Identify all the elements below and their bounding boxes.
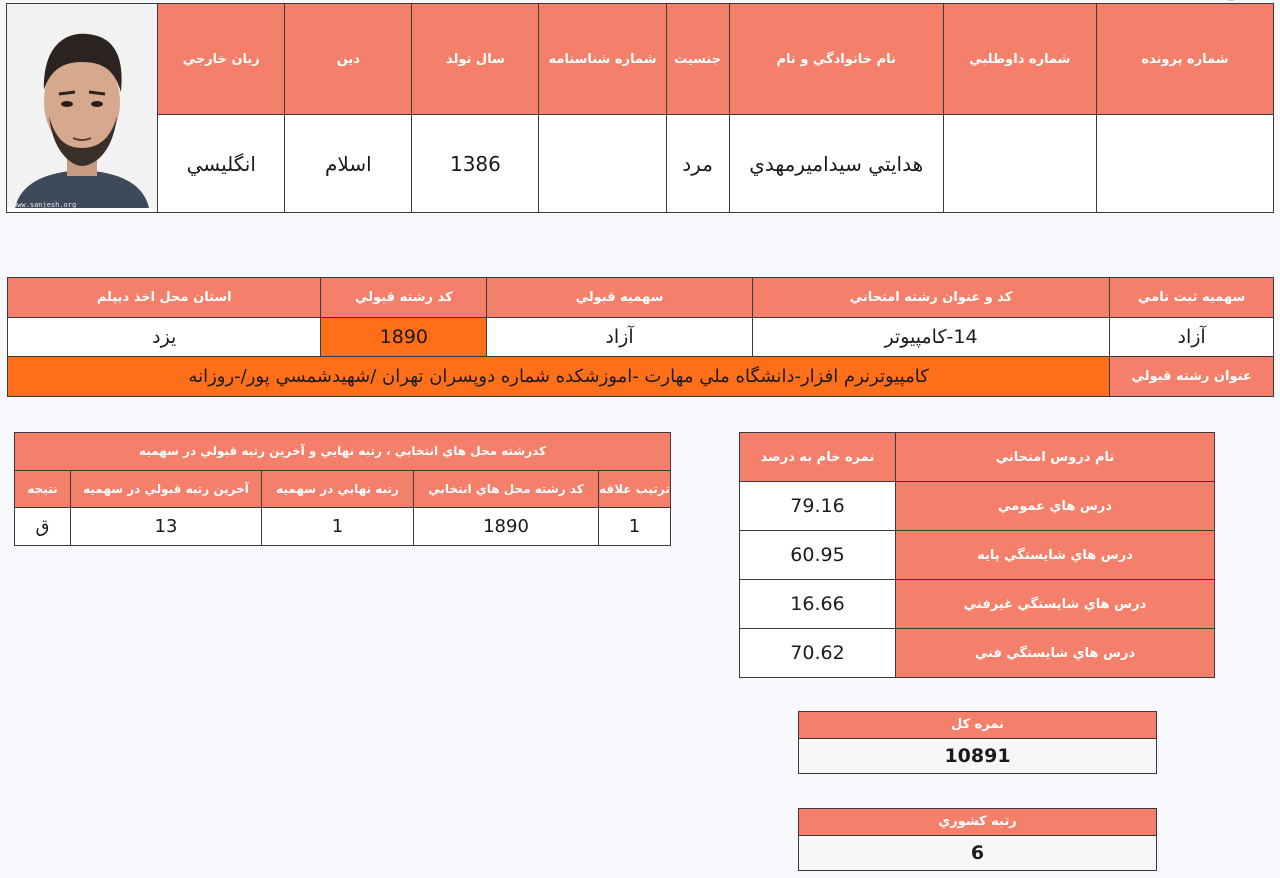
course-name: درس هاي شايستگي غيرفني [896,580,1215,629]
header-final-rank: رتبه نهايي در سهميه [262,470,414,508]
accepted-title-value: كامپيوترنرم افزار-دانشگاه ملي مهارت -اموزشكده شماره دوپسران تهران /شهيدشمسي پور/-روزانه [8,357,1110,397]
diploma-province-value: يزد [8,317,321,357]
accepted-code-value: 1890 [321,317,487,357]
candidate-no-value [943,115,1096,213]
course-row [740,629,1215,678]
redacted-candidate-no [976,146,1064,182]
id-number-value [539,115,666,213]
accepted-quota-value: آزاد [487,317,753,357]
header-raw-score: نمره خام به درصد [740,433,896,482]
total-score-box [798,711,1157,774]
header-result: نتيجه [15,470,71,508]
header-gender: جنسيت [666,4,729,115]
redacted-id-number [545,149,661,179]
course-row [740,482,1215,531]
course-score: 79.16 [740,482,896,531]
candidate-info-table [6,3,1274,213]
national-rank-label: رتبه كشوري [799,809,1156,836]
course-row [740,531,1215,580]
candidate-info-header-row [7,4,1274,115]
course-row [740,580,1215,629]
header-accepted-title: عنوان رشته قبولي [1110,357,1274,397]
header-preference-order: ترتيب علاقه [599,470,671,508]
header-choice-code: كد رشته محل هاي انتخابي [414,470,599,508]
header-accepted-quota: سهميه قبولي [487,278,753,318]
header-last-accepted-rank: آخرين رتبه قبولي در سهميه [71,470,262,508]
header-file-no: شماره پرونده [1096,4,1273,115]
foreign-language-value: انگليسي [158,115,285,213]
file-no-value [1096,115,1273,213]
admission-table [7,277,1274,397]
total-score-label: نمره كل [799,712,1156,739]
gender-value: مرد [666,115,729,213]
header-foreign-language: زبان خارجي [158,4,285,115]
admission-value-row [8,317,1274,357]
candidate-info-value-row [7,115,1274,213]
course-name: درس هاي شايستگي فني [896,629,1215,678]
course-score: 60.95 [740,531,896,580]
choice-order-value: 1 [599,508,671,546]
header-diploma-province: استان محل اخذ ديپلم [8,278,321,318]
exam-field-value: 14-كامپيوتر [752,317,1109,357]
national-rank-box [798,808,1157,871]
choice-final-rank-value: 1 [262,508,414,546]
top-edge-mark [1228,0,1234,1]
header-exam-field: كد و عنوان رشته امتحاني [752,278,1109,318]
candidate-photo-image [7,4,157,208]
choices-title: كدرشته محل هاي انتخابي ، رتبه نهايي و آخرين رتبه قبولي در سهميه [15,433,671,471]
exam-courses-table [739,432,1215,678]
header-registration-quota: سهميه ثبت نامي [1110,278,1274,318]
choice-last-rank-value: 13 [71,508,262,546]
admission-header-row [8,278,1274,318]
choices-title-row [15,433,671,471]
photo-watermark: www.sanjesh.org [13,201,77,209]
header-birth-year: سال تولد [412,4,539,115]
birth-year-value: 1386 [412,115,539,213]
courses-header-row [740,433,1215,482]
choices-header-row [15,470,671,508]
choices-table [14,432,671,546]
religion-value: اسلام [285,115,412,213]
choice-row [15,508,671,546]
accepted-title-row [8,357,1274,397]
header-candidate-no: شماره داوطلبي [943,4,1096,115]
choice-result-value: ق [15,508,71,546]
course-score: 16.66 [740,580,896,629]
full-name-value: هدايتي سيدامیرمهدي [729,115,943,213]
course-name: درس هاي شايستگي پايه [896,531,1215,580]
total-score-value: 10891 [799,739,1156,773]
course-name: درس هاي عمومي [896,482,1215,531]
redacted-file-no [1137,148,1232,180]
course-score: 70.62 [740,629,896,678]
header-course-name: نام دروس امتحاني [896,433,1215,482]
header-religion: دين [285,4,412,115]
header-id-number: شماره شناسنامه [539,4,666,115]
registration-quota-value: آزاد [1110,317,1274,357]
choice-code-value: 1890 [414,508,599,546]
national-rank-value: 6 [799,836,1156,870]
header-accepted-code: كد رشته قبولي [321,278,487,318]
candidate-photo [7,4,158,213]
header-full-name: نام خانوادگي و نام [729,4,943,115]
